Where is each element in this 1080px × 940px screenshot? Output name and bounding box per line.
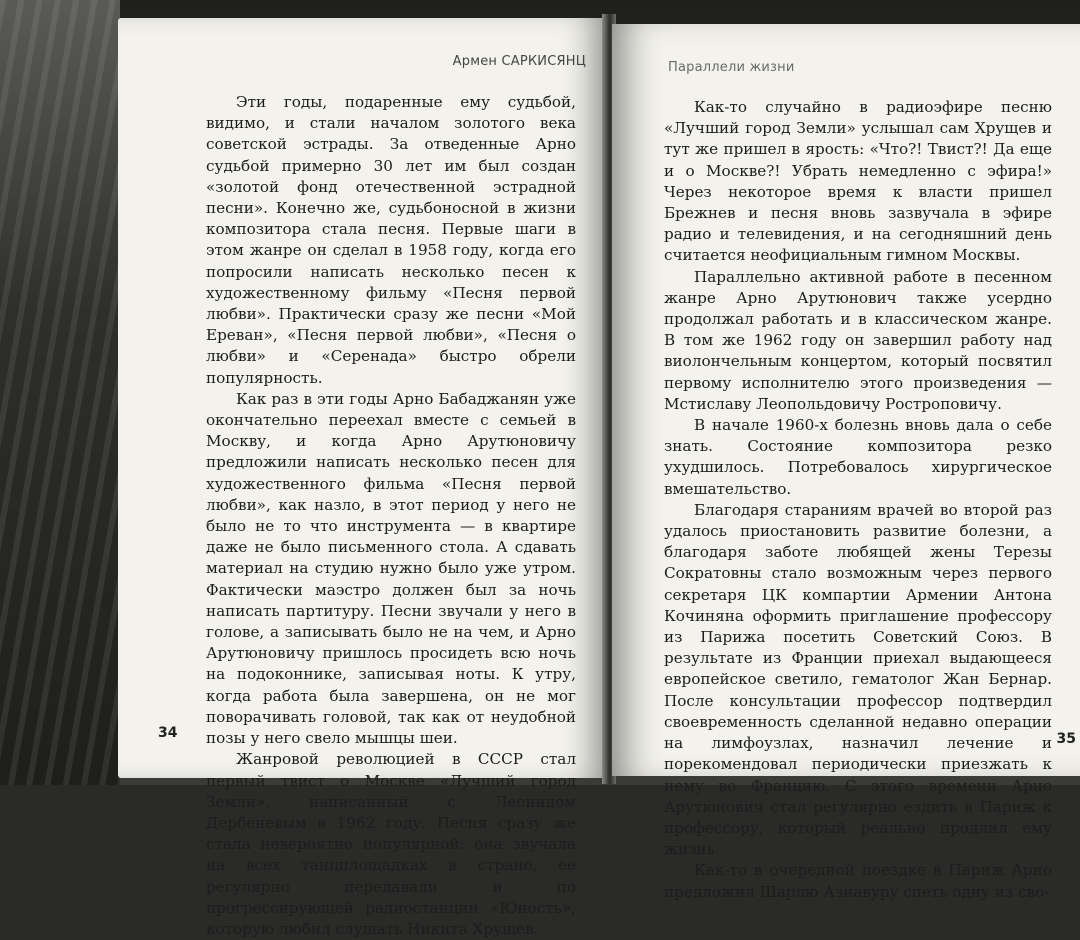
right-running-head: Параллели жизни	[668, 60, 795, 75]
adjacent-photo-edge	[0, 0, 120, 785]
left-page-body	[206, 92, 576, 940]
right-page-body	[664, 97, 1052, 903]
right-page-number: 35	[1056, 731, 1076, 747]
right-paragraph-4: Благодаря стараниям врачей во второй раз удалось приостановить развитие болезни, а благодаря заботе любящей жены Терезы Сократовны стало возможным через первого секретаря ЦК компартии Армении Антона Кочиняна оформить приглашение профессору из Парижа посетить Советский Союз. В результате из Франции приехал выдающееся европейское светило, гематолог Жан Бернар. После консультации профессор подтвердил своевременность сделанной недавно операции на лимфоузлах, назначил лечение и порекомендовал периодически приезжать к нему во Францию. С этого времени Арно Арутюнович стал регулярно ездить в Париж к профессору, который реально продлил ему жизнь.	[664, 500, 1052, 859]
left-page	[118, 18, 606, 938]
right-paragraph-1: Как-то случайно в радиоэфире песню «Лучший город Земли» услышал сам Хрущев и тут же пришел в ярость: «Что?! Твист?! Да еще и о Москве?! Убрать немедленно с эфира!» Через некоторое время к власти пришел Брежнев и песня вновь зазвучала в эфире радио и телевидения, и на сегодняшний день считается неофициальным гимном Москвы.	[664, 98, 1052, 265]
left-running-head: Армен САРКИСЯНЦ	[452, 54, 586, 69]
right-page	[612, 24, 1080, 901]
left-paragraph-1: Эти годы, подаренные ему судьбой, видимо, и стали началом золотого века советской эстрады. За отведенные Арно судьбой примерно 30 лет им был создан «золотой фонд отечественной эстрадной песни». Конечно же, судьбоносной в жизни композитора стала песня. Первые шаги в этом жанре он сделал в 1958 году, когда его попросили написать несколько песен к художественному фильму «Песня первой любви». Практически сразу же песни «Мой Ереван», «Песня первой любви», «Песня о любви» и «Серенада» быстро обрели популярность.	[206, 93, 576, 387]
left-page-number: 34	[158, 725, 178, 741]
left-paragraph-3: Жанровой революцией в СССР стал первый твист о Москве «Лучший город Земли», написанный с Леонидом Дербеневым в 1962 году. Песня сразу же стала невероятно популярной: она звучала на всех танцплощадках в стране, ее регулярно передавали и по прогрессирующей радиостанции «Юность», которую любил слушать Никита Хрущев.	[206, 750, 576, 938]
right-paragraph-5: Как-то в очередной поездке в Париж Арно предложил Шарлю Азнавуру спеть одну из сво-	[664, 861, 1052, 901]
left-paragraph-2: Как раз в эти годы Арно Бабаджанян уже окончательно переехал вместе с семьей в Москву, и когда Арно Арутюновичу предложили написать несколько песен для художественного фильма «Песня первой любви», как назло, в этот период у него не было не то что инструмента — в квартире даже не было письменного стола. А сдавать материал на студию нужно было уже утром. Фактически маэстро должен был за ночь написать партитуру. Песни звучали у него в голове, а записывать было не на чем, и Арно Арутюновичу пришлось просидеть всю ночь на подоконнике, записывая ноты. К утру, когда работа была завершена, он не мог поворачивать головой, так как от неудобной позы у него свело мышцы шеи.	[206, 389, 576, 748]
right-paragraph-2: Параллельно активной работе в песенном жанре Арно Арутюнович также усердно продолжал работать и в классическом жанре. В том же 1962 году он завершил работу над виолончельным концертом, который посвятил первому исполнителю этого произведения — Мстиславу Леопольдовичу Ростроповичу.	[664, 267, 1052, 413]
right-paragraph-3: В начале 1960-х болезнь вновь дала о себе знать. Состояние композитора резко ухудшилось. Потребовалось хирургическое вмешательство.	[664, 416, 1052, 498]
